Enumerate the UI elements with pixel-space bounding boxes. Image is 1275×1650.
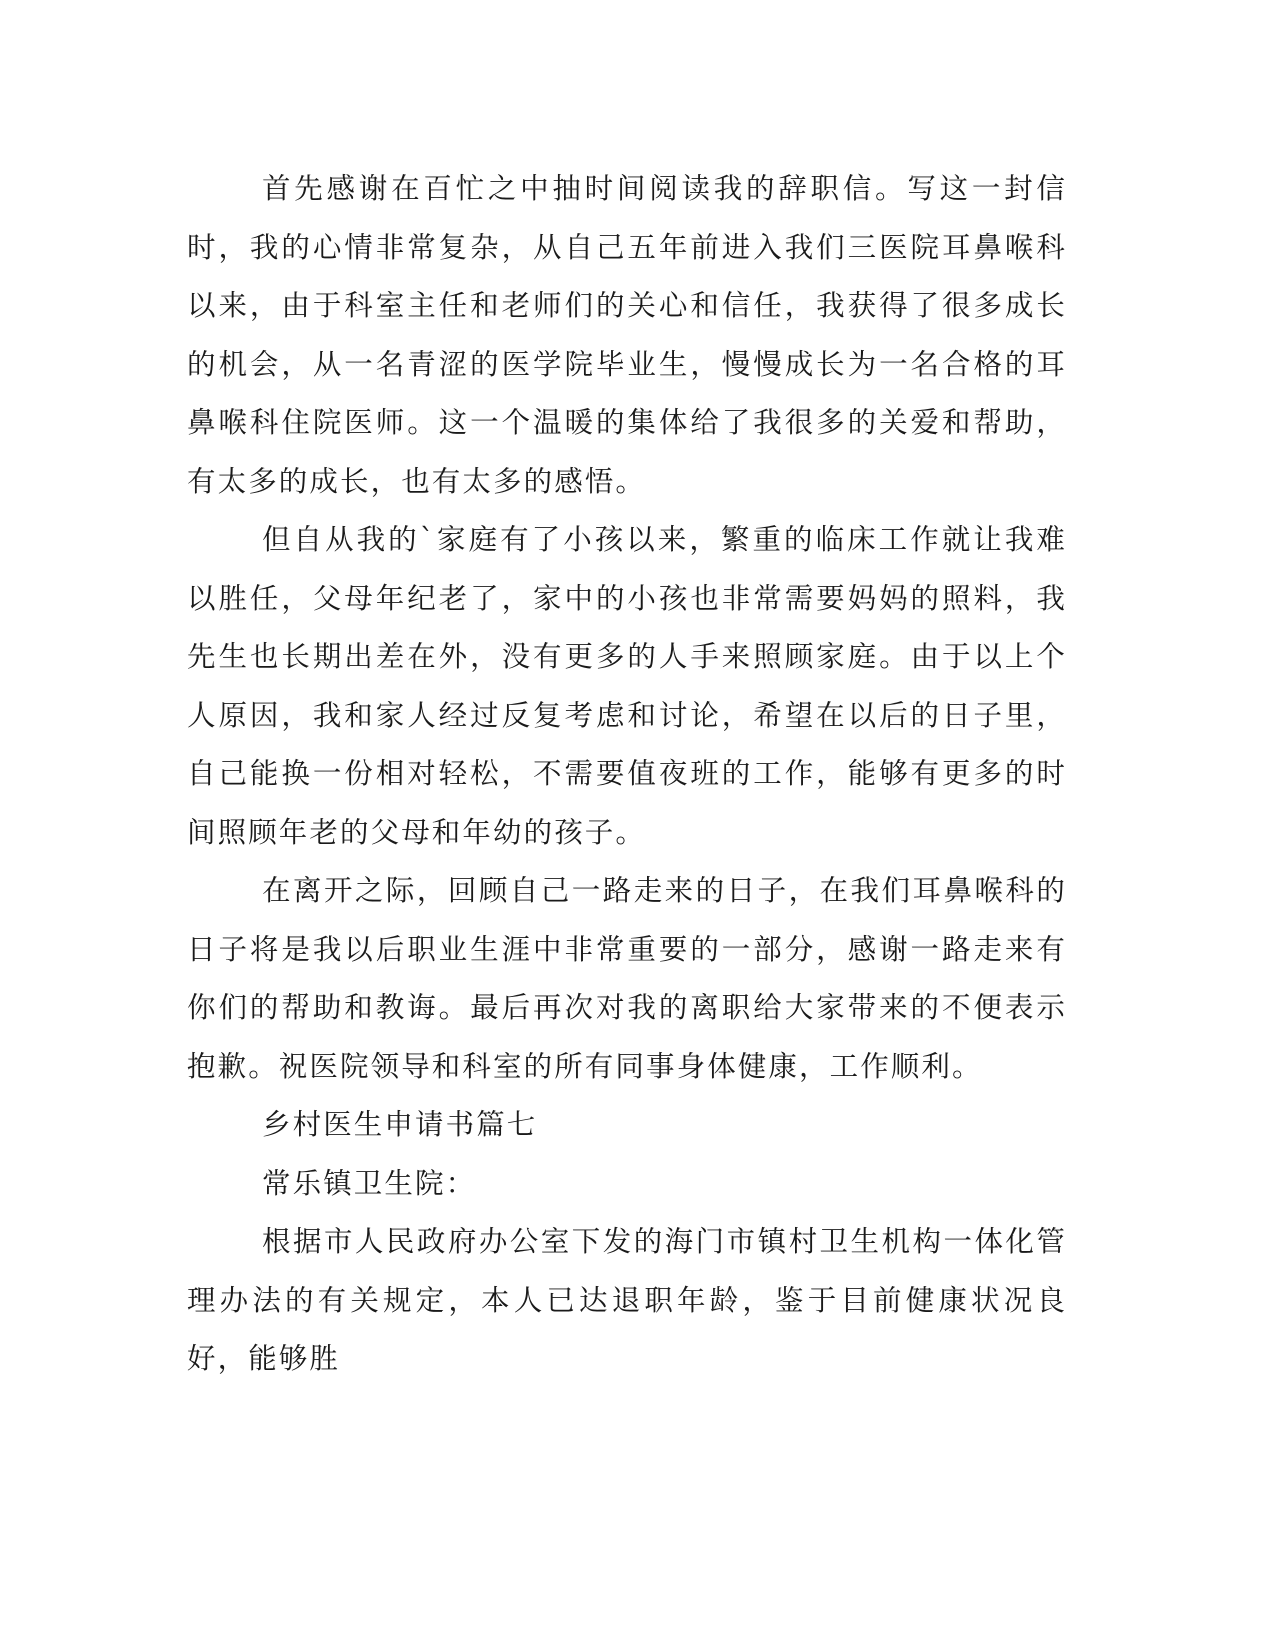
paragraph-family-reason: 但自从我的`家庭有了小孩以来，繁重的临床工作就让我难以胜任，父母年纪老了，家中的小孩也非常需要妈妈的照料，我先生也长期出差在外，没有更多的人手来照顾家庭。由于以上个人原因，我和家人经过反复考虑和讨论，希望在以后的日子里，自己能换一份相对轻松，不需要值夜班的工作，能够有更多的时间照顾年老的父母和年幼的孩子。 — [187, 523, 1067, 849]
document-body — [187, 160, 1067, 1389]
paragraph-thanks: 首先感谢在百忙之中抽时间阅读我的辞职信。写这一封信时，我的心情非常复杂，从自己五年前进入我们三医院耳鼻喉科以来，由于科室主任和老师们的关心和信任，我获得了很多成长的机会，从一名青涩的医学院毕业生，慢慢成长为一名合格的耳鼻喉科住院医师。这一个温暖的集体给了我很多的关爱和帮助，有太多的成长，也有太多的感悟。 — [187, 172, 1067, 498]
section-heading: 乡村医生申请书篇七 — [262, 1108, 538, 1141]
paragraph-application: 根据市人民政府办公室下发的海门市镇村卫生机构一体化管理办法的有关规定，本人已达退职年龄，鉴于目前健康状况良好，能够胜 — [187, 1225, 1067, 1375]
paragraph-farewell: 在离开之际，回顾自己一路走来的日子，在我们耳鼻喉科的日子将是我以后职业生涯中非常重要的一部分，感谢一路走来有你们的帮助和教诲。最后再次对我的离职给大家带来的不便表示抱歉。祝医院领导和科室的所有同事身体健康，工作顺利。 — [187, 874, 1067, 1083]
salutation: 常乐镇卫生院： — [262, 1166, 477, 1200]
